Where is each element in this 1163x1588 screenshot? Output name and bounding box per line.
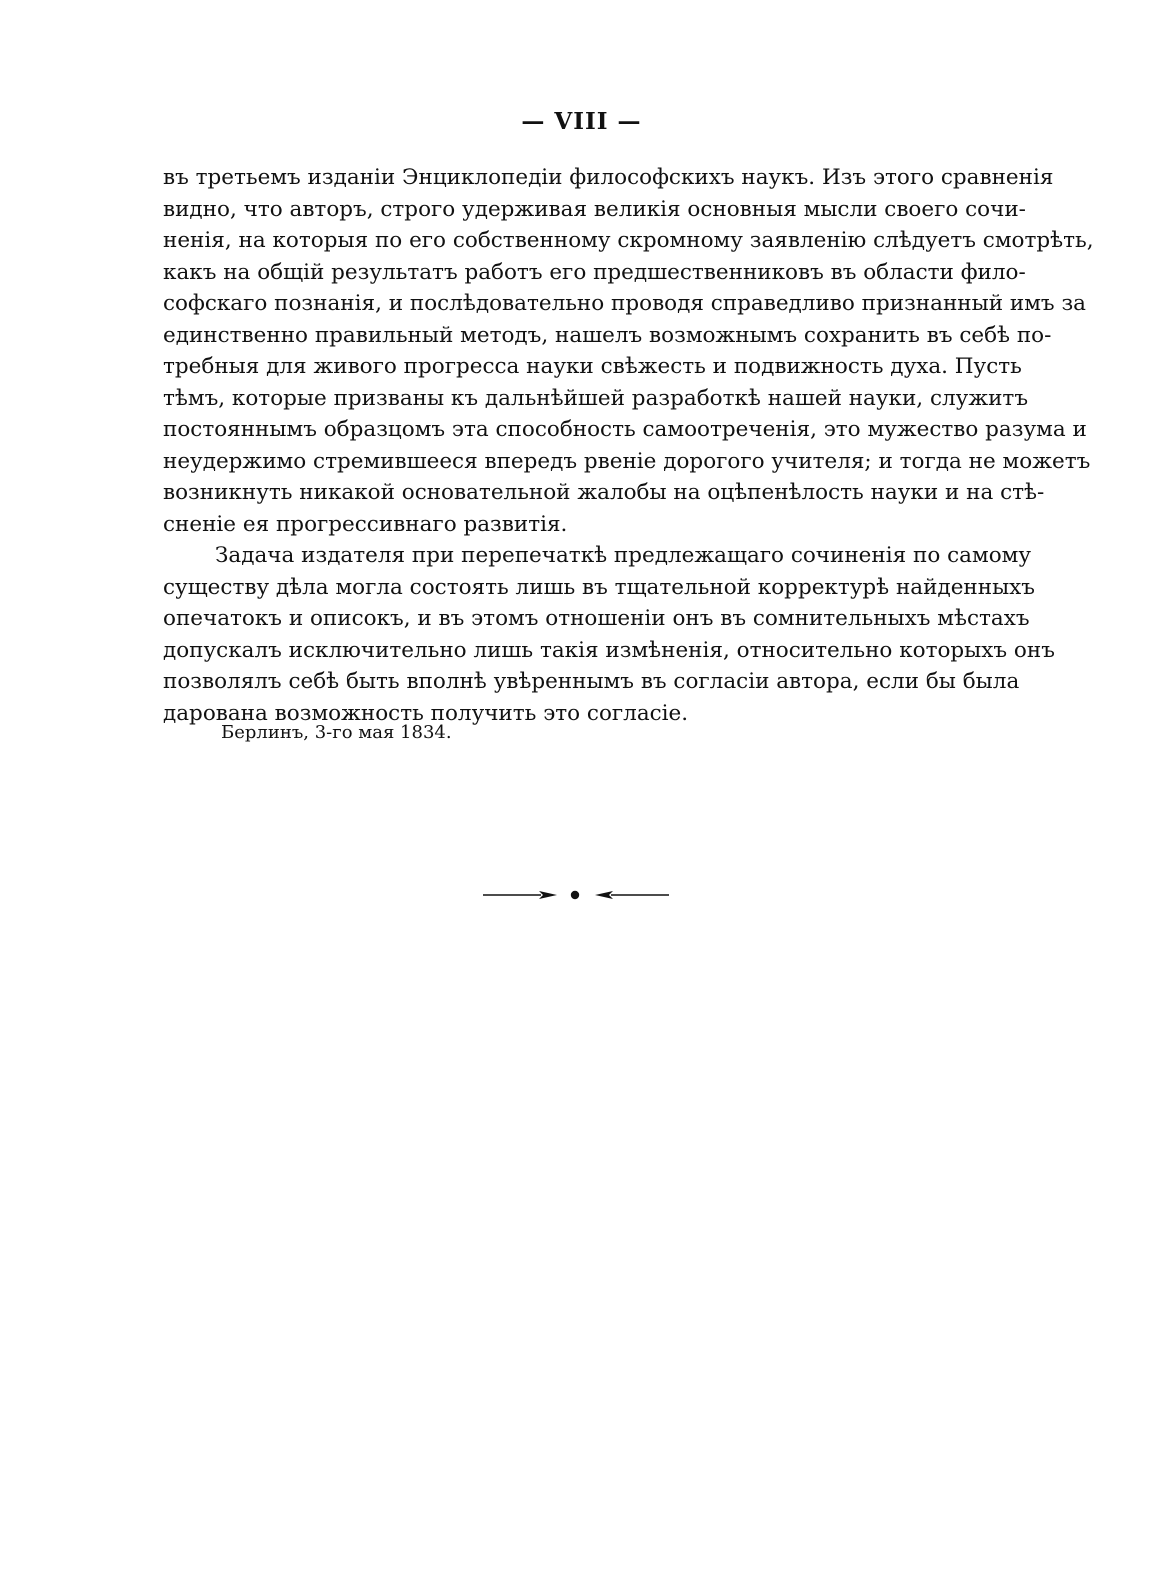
text-line: постояннымъ образцомъ эта способность самоотреченія, это мужество разума и [163, 417, 1087, 442]
text-line: требныя для живого прогресса науки свѣжесть и подвижность духа. Пусть [163, 354, 1022, 379]
paragraph-2 [163, 540, 1055, 729]
text-line: софскаго познанія, и послѣдовательно проводя справедливо признанный имъ за [163, 291, 1086, 316]
text-line: дарована возможность получить это согласіе. [163, 700, 689, 726]
text-line: возникнуть никакой основательной жалобы на оцѣпенѣлость науки и на стѣ- [163, 480, 1045, 505]
body-text [163, 162, 1094, 729]
text-line: Задача издателя при перепечаткѣ предлежащаго сочиненія по самому [215, 543, 1032, 568]
ornamental-divider-icon [483, 885, 669, 905]
paragraph-1 [163, 162, 1094, 540]
text-line: какъ на общій результатъ работъ его предшественниковъ въ области фило- [163, 259, 1026, 285]
text-line: опечатокъ и описокъ, и въ этомъ отношеніи онъ въ сомнительныхъ мѣстахъ [163, 606, 1030, 631]
text-line: сненіе ея прогрессивнаго развитія. [163, 511, 568, 537]
text-line: неудержимо стремившееся впередъ рвеніе дорогого учителя; и тогда не можетъ [163, 448, 1091, 474]
text-line: тѣмъ, которые призваны къ дальнѣйшей разработкѣ нашей науки, служитъ [163, 385, 1028, 411]
text-line: въ третьемъ изданіи Энциклопедіи философскихъ наукъ. Изъ этого сравненія [163, 165, 1054, 190]
text-line: ненія, на которыя по его собственному скромному заявленію слѣдуетъ смотрѣть, [163, 228, 1094, 253]
text-line: существу дѣла могла состоять лишь въ тщательной корректурѣ найденныхъ [163, 574, 1035, 600]
text-line: позволялъ себѣ быть вполнѣ увѣреннымъ въ согласіи автора, если бы была [163, 669, 1020, 694]
signature-place-date: Берлинъ, 3-го мая 1834. [221, 722, 452, 743]
page-number: — VIII — [521, 108, 642, 135]
text-line: единственно правильный методъ, нашелъ возможнымъ сохранить въ себѣ по- [163, 322, 1052, 348]
text-line: допускалъ исключительно лишь такія измѣненія, относительно которыхъ онъ [163, 637, 1055, 663]
text-line: видно, что авторъ, строго удерживая великія основныя мысли своего сочи- [163, 196, 1026, 222]
